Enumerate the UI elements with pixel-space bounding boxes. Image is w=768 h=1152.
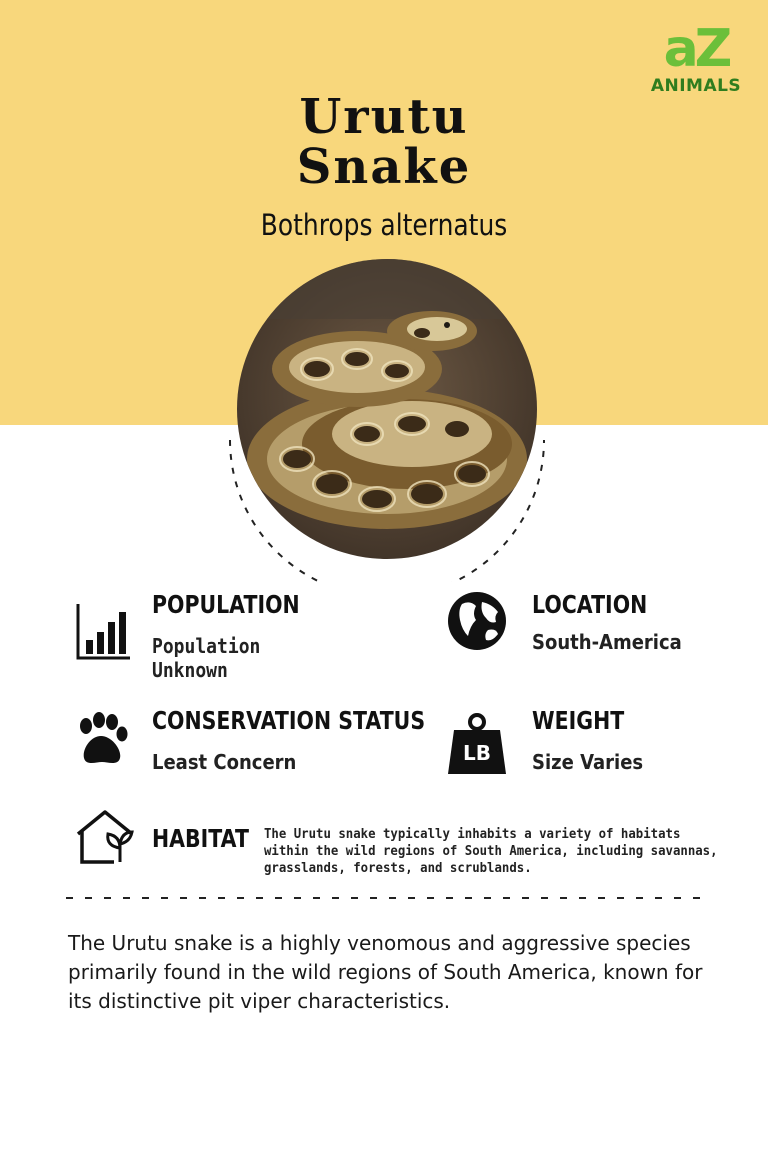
conservation-status-value: Least Concern bbox=[152, 750, 297, 774]
snake-photo bbox=[237, 259, 537, 559]
bar-chart-icon bbox=[72, 600, 134, 662]
habitat-description: The Urutu snake typically inhabits a variety of habitats within the wild regions of South America, including savannas, grasslands, forests, and scrublands. bbox=[264, 827, 718, 876]
az-animals-logo[interactable] bbox=[642, 19, 750, 98]
location-label: LOCATION bbox=[532, 590, 648, 619]
logo-word: ANIMALS bbox=[650, 76, 742, 96]
snake-illustration bbox=[237, 259, 537, 559]
location-value: South-America bbox=[532, 630, 682, 654]
paw-icon bbox=[70, 710, 132, 772]
title-line-1: Urutu bbox=[299, 89, 469, 145]
weight-value: Size Varies bbox=[532, 750, 644, 774]
weight-label: WEIGHT bbox=[532, 706, 625, 735]
dashed-divider bbox=[66, 896, 702, 900]
page-title bbox=[184, 89, 584, 195]
conservation-status-label: CONSERVATION STATUS bbox=[152, 706, 426, 735]
house-plant-icon bbox=[74, 808, 136, 870]
logo-mark: aZ bbox=[663, 19, 729, 79]
population-value: Population Unknown bbox=[152, 634, 261, 682]
snake-photo-frame bbox=[222, 252, 552, 582]
summary-paragraph: The Urutu snake is a highly venomous and aggressive species primarily found in the wild regions of South America, known for its distinctive pit viper characteristics. bbox=[68, 931, 703, 1013]
globe-icon bbox=[446, 590, 508, 652]
scientific-name: Bothrops alternatus bbox=[260, 208, 508, 242]
population-label: POPULATION bbox=[152, 590, 300, 619]
weight-icon-text: LB bbox=[463, 741, 491, 765]
weight-icon bbox=[446, 712, 508, 776]
habitat-label: HABITAT bbox=[152, 824, 249, 853]
title-line-2: Snake bbox=[296, 139, 472, 195]
